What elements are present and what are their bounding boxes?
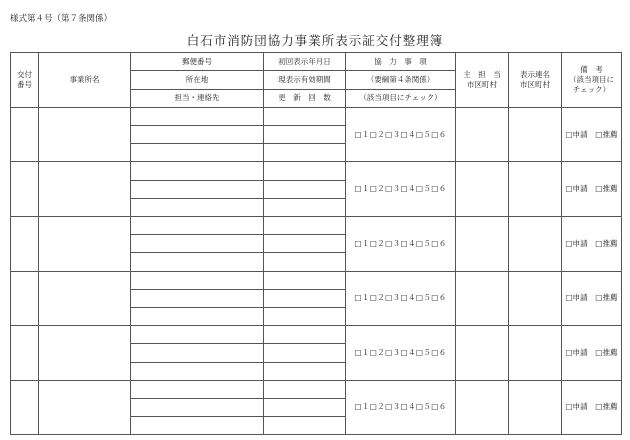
postal-code-cell[interactable]: [131, 162, 264, 180]
cooperation-checkboxes[interactable]: □１□２□３□４□５□６: [346, 380, 456, 435]
header-contact: 担当・連絡先: [131, 89, 264, 107]
address-cell[interactable]: [131, 180, 264, 198]
header-display-city: 表示連名 市区町村: [509, 53, 562, 108]
renewal-count-cell[interactable]: [264, 362, 346, 380]
business-name-cell[interactable]: [39, 326, 131, 381]
renewal-count-cell[interactable]: [264, 198, 346, 216]
cooperation-checkboxes[interactable]: □１□２□３□４□５□６: [346, 271, 456, 326]
issue-number-cell[interactable]: [11, 326, 39, 381]
current-validity-cell[interactable]: [264, 344, 346, 362]
current-validity-cell[interactable]: [264, 398, 346, 416]
first-display-date-cell[interactable]: [264, 271, 346, 289]
table-row: [11, 326, 622, 344]
header-remarks: [562, 53, 622, 108]
cooperation-checkboxes[interactable]: □１□２□３□４□５□６: [346, 162, 456, 217]
table-row: [11, 380, 622, 398]
contact-cell[interactable]: [131, 362, 264, 380]
header-renewal-count: 更 新 回 数: [264, 89, 346, 107]
header-cooperation-title: 協 力 事 項: [346, 53, 456, 71]
register-table: [10, 52, 622, 435]
main-city-cell[interactable]: [456, 217, 509, 272]
current-validity-cell[interactable]: [264, 180, 346, 198]
header-main-city: 主 担 当 市区町村: [456, 53, 509, 108]
contact-cell[interactable]: [131, 198, 264, 216]
contact-cell[interactable]: [131, 144, 264, 162]
first-display-date-cell[interactable]: [264, 217, 346, 235]
display-city-cell[interactable]: [509, 326, 562, 381]
renewal-count-cell[interactable]: [264, 417, 346, 435]
address-cell[interactable]: [131, 289, 264, 307]
table-row: [11, 107, 622, 125]
header-first-display-date: 初回表示年月日: [264, 53, 346, 71]
postal-code-cell[interactable]: [131, 217, 264, 235]
issue-number-cell[interactable]: [11, 162, 39, 217]
cooperation-checkboxes[interactable]: □１□２□３□４□５□６: [346, 217, 456, 272]
main-city-cell[interactable]: [456, 162, 509, 217]
current-validity-cell[interactable]: [264, 235, 346, 253]
issue-number-cell[interactable]: [11, 217, 39, 272]
header-business-name: 事業所名: [39, 53, 131, 108]
postal-code-cell[interactable]: [131, 326, 264, 344]
table-row: [11, 162, 622, 180]
renewal-count-cell[interactable]: [264, 253, 346, 271]
header-postal-code: 郵便番号: [131, 53, 264, 71]
issue-number-cell[interactable]: [11, 380, 39, 435]
remarks-checkboxes[interactable]: □申請 □推薦: [562, 380, 622, 435]
business-name-cell[interactable]: [39, 217, 131, 272]
postal-code-cell[interactable]: [131, 380, 264, 398]
main-city-cell[interactable]: [456, 107, 509, 162]
header-cooperation-note: （要綱第４条関係）: [346, 71, 456, 89]
main-city-cell[interactable]: [456, 380, 509, 435]
current-validity-cell[interactable]: [264, 289, 346, 307]
business-name-cell[interactable]: [39, 107, 131, 162]
cooperation-checkboxes[interactable]: □１□２□３□４□５□６: [346, 107, 456, 162]
contact-cell[interactable]: [131, 417, 264, 435]
address-cell[interactable]: [131, 126, 264, 144]
remarks-checkboxes[interactable]: □申請 □推薦: [562, 326, 622, 381]
header-issue-number: 交付 番号: [11, 53, 39, 108]
business-name-cell[interactable]: [39, 271, 131, 326]
main-city-cell[interactable]: [456, 326, 509, 381]
first-display-date-cell[interactable]: [264, 162, 346, 180]
remarks-checkboxes[interactable]: □申請 □推薦: [562, 162, 622, 217]
display-city-cell[interactable]: [509, 271, 562, 326]
remarks-checkboxes[interactable]: □申請 □推薦: [562, 107, 622, 162]
postal-code-cell[interactable]: [131, 107, 264, 125]
remarks-checkboxes[interactable]: □申請 □推薦: [562, 217, 622, 272]
form-number: 様式第４号（第７条関係）: [10, 14, 113, 24]
header-cooperation-check: （該当項目にチェック）: [346, 89, 456, 107]
first-display-date-cell[interactable]: [264, 107, 346, 125]
address-cell[interactable]: [131, 344, 264, 362]
first-display-date-cell[interactable]: [264, 326, 346, 344]
header-current-validity: 現表示有効期間: [264, 71, 346, 89]
display-city-cell[interactable]: [509, 162, 562, 217]
remarks-checkboxes[interactable]: □申請 □推薦: [562, 271, 622, 326]
renewal-count-cell[interactable]: [264, 307, 346, 325]
table-row: [11, 217, 622, 235]
first-display-date-cell[interactable]: [264, 380, 346, 398]
main-city-cell[interactable]: [456, 271, 509, 326]
header-remarks-note: （該当項目に チェック）: [569, 74, 614, 94]
display-city-cell[interactable]: [509, 107, 562, 162]
business-name-cell[interactable]: [39, 380, 131, 435]
business-name-cell[interactable]: [39, 162, 131, 217]
table-row: [11, 271, 622, 289]
contact-cell[interactable]: [131, 307, 264, 325]
postal-code-cell[interactable]: [131, 271, 264, 289]
address-cell[interactable]: [131, 235, 264, 253]
header-address: 所在地: [131, 71, 264, 89]
current-validity-cell[interactable]: [264, 126, 346, 144]
cooperation-checkboxes[interactable]: □１□２□３□４□５□６: [346, 326, 456, 381]
issue-number-cell[interactable]: [11, 107, 39, 162]
contact-cell[interactable]: [131, 253, 264, 271]
page-title: 白石市消防団協力事業所表示証交付整理簿: [186, 33, 444, 48]
header-remarks-title: 備 考: [580, 64, 603, 74]
issue-number-cell[interactable]: [11, 271, 39, 326]
display-city-cell[interactable]: [509, 217, 562, 272]
address-cell[interactable]: [131, 398, 264, 416]
display-city-cell[interactable]: [509, 380, 562, 435]
renewal-count-cell[interactable]: [264, 144, 346, 162]
register-body: [11, 107, 622, 434]
